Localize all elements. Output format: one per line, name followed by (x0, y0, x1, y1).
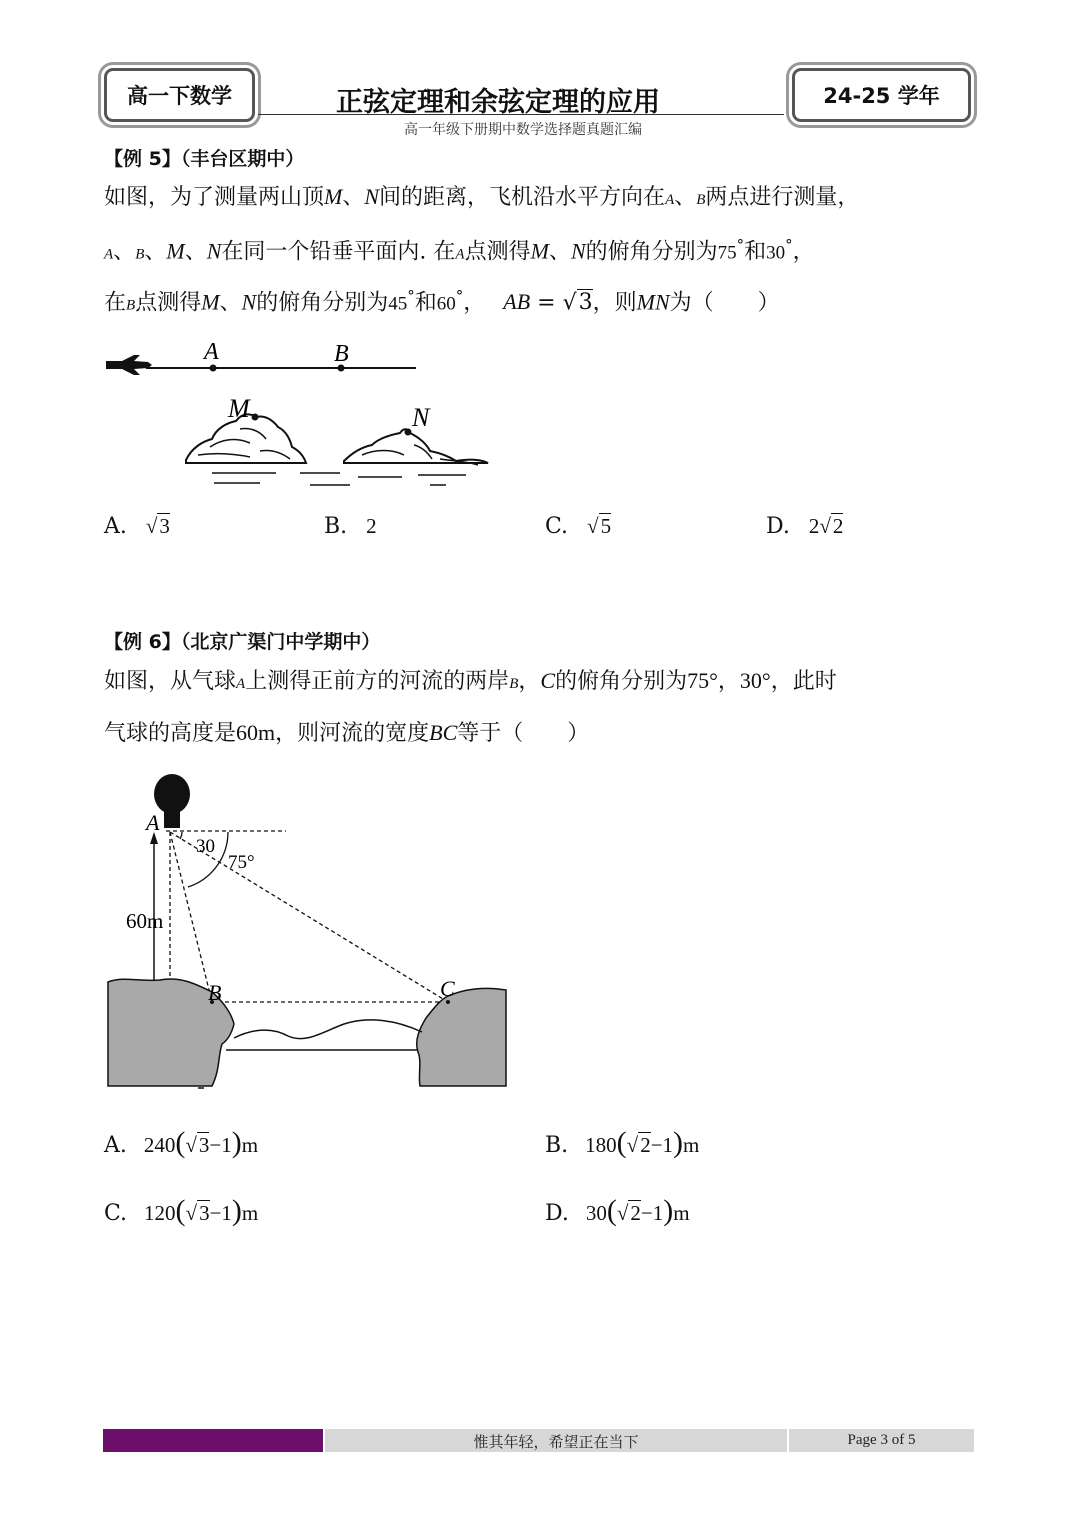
var-n: N (364, 184, 380, 209)
var-n: N (241, 289, 257, 315)
text: 、 (144, 239, 167, 265)
radicand: 5 (600, 514, 612, 538)
option-value: 2 (366, 514, 377, 538)
option-letter: B. (324, 514, 348, 539)
label-height: 60m (126, 909, 164, 933)
page-number: Page 3 of 5 (847, 1432, 916, 1448)
option-letter: C. (545, 514, 569, 539)
example6-line2 (104, 722, 589, 745)
label-b: B (208, 980, 222, 1005)
var-c: C (540, 668, 556, 693)
text: 间的距离，飞机沿水平方向在 (379, 185, 666, 210)
label-c: C (440, 976, 455, 1001)
label-a: A (204, 339, 219, 365)
option-letter: D. (545, 1201, 569, 1226)
var-m: M (530, 238, 549, 264)
text: 如图，为了测量两山顶 (104, 185, 325, 210)
text: 、 (113, 239, 136, 265)
var-n: N (206, 238, 222, 264)
text: 的俯角分别为 (555, 669, 688, 694)
angle-75: 75 (717, 242, 737, 264)
text: ， (792, 239, 815, 265)
example6-option-c[interactable] (104, 1194, 258, 1228)
var-b: B (135, 246, 145, 263)
example6-figure (100, 770, 520, 1095)
var-a: A (455, 246, 465, 263)
tail: −1 (650, 1133, 674, 1157)
water-lines (212, 473, 466, 485)
year-tag (792, 68, 971, 122)
option-letter: A. (104, 1133, 127, 1158)
option-letter: B. (545, 1133, 569, 1158)
unit: m (673, 1201, 690, 1225)
var-b: B (509, 676, 519, 692)
coefficient: 30 (585, 1201, 607, 1225)
sqrt: √3 (562, 290, 593, 316)
example6-option-b[interactable] (545, 1126, 699, 1160)
text: 气球的高度是 (104, 721, 237, 746)
angle-arc-75 (180, 832, 182, 839)
degree: ° (455, 287, 464, 305)
degree: ° (736, 236, 745, 254)
radicand: 2 (640, 1133, 651, 1157)
height-value: 60m (236, 720, 276, 745)
unit: m (683, 1133, 700, 1157)
example6-line1 (104, 670, 837, 693)
degree: ° (785, 236, 793, 254)
var-bc: BC (429, 720, 458, 745)
option-value: 30(√2−1)m (585, 1194, 690, 1227)
var-mn: MN (636, 289, 670, 315)
text: 如图，从气球 (104, 669, 237, 694)
point-n (405, 429, 412, 436)
sight-line-b (170, 832, 212, 1002)
label-b: B (334, 341, 349, 367)
option-value: √3 (145, 514, 170, 538)
tail: −1 (209, 1201, 232, 1225)
tail: −1 (640, 1201, 664, 1225)
angle-60: 60 (436, 293, 456, 315)
var-m: M (201, 289, 220, 315)
var-ab: AB (503, 289, 531, 315)
text: 在 (104, 290, 127, 316)
equals: = (530, 290, 563, 316)
label-75: 75° (228, 852, 255, 873)
balloon-basket (164, 808, 180, 828)
example6-option-a[interactable] (104, 1126, 258, 1160)
example5-line3 (104, 289, 780, 314)
text: 、 (548, 239, 571, 265)
text: 、 (342, 185, 365, 210)
option-value: 240(√3−1)m (143, 1126, 259, 1159)
text: ， (463, 290, 486, 316)
example6-label: 【例 6】（北京广渠门中学期中） (104, 631, 381, 653)
example5-label: 【例 5】（丰台区期中） (104, 148, 305, 170)
text: 和 (414, 290, 437, 316)
text: 的俯角分别为 (585, 239, 718, 265)
option-value: 120(√3−1)m (144, 1194, 259, 1227)
text: 、 (184, 239, 207, 265)
option-letter: C. (104, 1201, 128, 1226)
footer-motto: 惟其年轻，希望正在当下 (473, 1433, 639, 1451)
text: ，此时 (770, 669, 837, 694)
text: ，则 (592, 290, 637, 316)
text: ， (717, 669, 740, 694)
example5-option-b[interactable] (324, 514, 377, 539)
point-m (252, 414, 259, 421)
angle-30: 30 (766, 242, 786, 264)
example5-option-a[interactable] (104, 514, 170, 539)
var-n: N (570, 238, 586, 264)
example5-option-d[interactable] (766, 514, 843, 539)
text: 、 (674, 185, 697, 210)
text: 为（ ） (669, 290, 780, 316)
var-m: M (324, 184, 343, 209)
option-value: 2√2 (808, 514, 844, 538)
option-letter: A. (104, 514, 127, 539)
angle-30: 30° (739, 668, 771, 693)
point-a (210, 365, 217, 372)
subject-tag (104, 68, 255, 122)
radicand: 3 (198, 1133, 210, 1157)
text: 两点进行测量， (705, 185, 860, 210)
example5-figure (100, 335, 520, 500)
airplane-icon (106, 355, 152, 375)
river-surface (234, 1020, 422, 1039)
option-letter: D. (766, 514, 790, 539)
coefficient: 2 (808, 514, 820, 538)
var-m: M (166, 238, 185, 264)
text: 和 (744, 239, 767, 265)
mountain-m-detail (198, 428, 290, 459)
label-m: M (228, 394, 250, 423)
text: 的俯角分别为 (256, 290, 389, 316)
coefficient: 240 (143, 1133, 176, 1157)
coefficient: 120 (144, 1201, 176, 1225)
example6-option-d[interactable] (545, 1194, 690, 1228)
angle-45: 45 (388, 293, 408, 315)
text: ，则河流的宽度 (275, 721, 430, 746)
label-30: 30 (196, 836, 215, 857)
var-b: B (696, 192, 706, 208)
radicand: 2 (832, 514, 844, 538)
radicand: 3 (578, 290, 593, 316)
option-value: 180(√2−1)m (585, 1126, 700, 1159)
text: 、 (219, 290, 242, 316)
option-value: √5 (587, 514, 612, 538)
header-rule (258, 114, 784, 115)
coefficient: 180 (585, 1133, 617, 1157)
text: 点测得 (464, 239, 531, 265)
radicand: 3 (199, 1201, 210, 1225)
var-a: A (665, 192, 675, 208)
var-b: B (126, 297, 136, 314)
footer-accent-bar (103, 1429, 323, 1452)
page-title: 正弦定理和余弦定理的应用 (336, 87, 660, 118)
example5-option-c[interactable] (545, 514, 611, 539)
radicand: 3 (159, 514, 170, 538)
year-tag-label: 24-25 学年 (823, 84, 940, 108)
unit: m (241, 1133, 259, 1157)
subject-tag-label: 高一下数学 (127, 84, 232, 108)
right-bank (417, 988, 506, 1086)
text: 点测得 (135, 290, 202, 316)
angle-75: 75° (687, 668, 718, 693)
label-n: N (412, 403, 430, 432)
text: 在同一个铅垂平面内. 在 (221, 239, 456, 265)
text: 等于（ ） (457, 721, 590, 746)
radicand: 2 (630, 1201, 641, 1225)
degree: ° (407, 287, 415, 305)
page-subtitle: 高一年级下册期中数学选择题真题汇编 (404, 122, 642, 138)
text: ， (518, 669, 541, 694)
var-a: A (104, 246, 114, 263)
var-a: A (236, 676, 246, 692)
text: 上测得正前方的河流的两岸 (245, 669, 510, 694)
tail: −1 (209, 1133, 232, 1157)
example5-line1 (104, 186, 859, 209)
example5-line2 (104, 238, 815, 263)
label-a: A (146, 810, 160, 835)
unit: m (241, 1201, 259, 1225)
sight-line-c (170, 832, 448, 1002)
